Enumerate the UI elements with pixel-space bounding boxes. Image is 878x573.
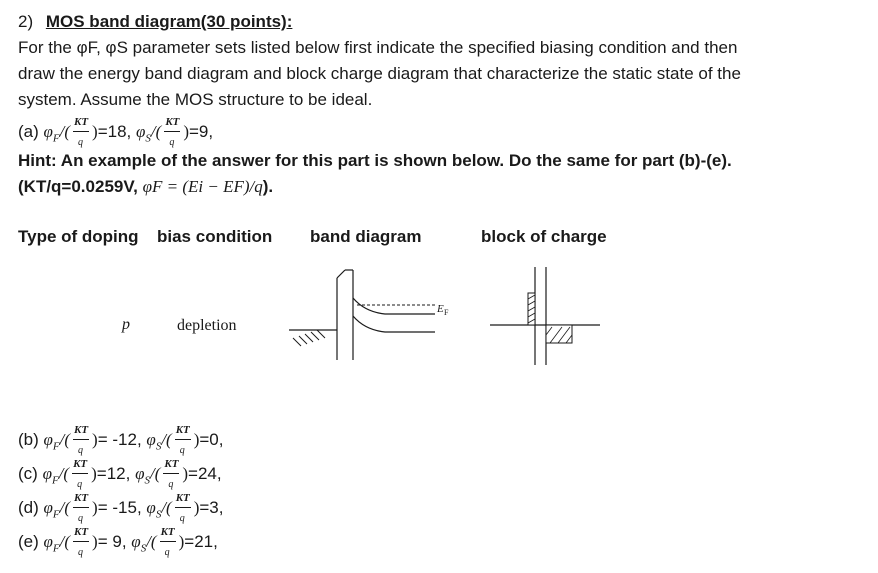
question-heading [18,12,292,32]
part-c-phiF: =12, [96,464,131,483]
conduction-band [353,298,435,314]
part-d: (d) $\varphi_F/$( $\frac{KT}{q}$ )= -15, $\varphi_S/$( $\frac{KT}{q}$ )=3, [18,492,224,524]
kt-over-q: $\frac{KT}{q}$ [74,116,89,148]
part-a-label: (a) [18,122,39,141]
part-a-phiS: =9, [188,122,214,141]
kt-over-q: $\frac{KT}{q}$ [74,424,89,456]
kt-over-q: $\frac{KT}{q}$ [165,116,180,148]
kt-over-q: $\frac{KT}{q}$ [74,526,89,558]
hint-line-2 [18,177,273,197]
question-number: 2) [18,12,34,31]
intro-line-1: For the φF, φS parameter sets listed below first indicate the specified biasing condition and then [18,38,738,57]
part-e-phiF: = 9, [97,532,127,551]
part-c-phiS: =24, [188,464,222,483]
kt-over-q: $\frac{KT}{q}$ [160,526,175,558]
kt-over-q: $\frac{KT}{q}$ [175,492,190,524]
part-b-phiS: =0, [199,430,224,449]
band-diagram-figure [285,260,460,360]
part-e-label: (e) [18,532,39,551]
part-b-label: (b) [18,430,39,449]
example-bias: depletion [177,317,237,334]
header-doping: Type of doping [18,227,139,246]
part-d-label: (d) [18,498,39,517]
part-a: (a) $\varphi_F/$( $\frac{KT}{q}$ )=18, $\varphi_S/$( $\frac{KT}{q}$ )=9, [18,116,214,148]
part-c: (c) $\varphi_F/$( $\frac{KT}{q}$ )=12, $\varphi_S/$( $\frac{KT}{q}$ )=24, [18,458,222,490]
part-d-phiS: =3, [199,498,224,517]
part-a-phiF: =18, [97,122,132,141]
hint-end: ). [262,177,274,196]
header-charge: block of charge [481,227,607,246]
kt-over-q: $\frac{KT}{q}$ [73,458,88,490]
part-b-phiF: = -12, [97,430,142,449]
kt-over-q: $\frac{KT}{q}$ [175,424,190,456]
hint-phiF-formula: φF = (Ei − EF)/q [142,177,263,196]
part-e: (e) $\varphi_F/$( $\frac{KT}{q}$ )= 9, $\varphi_S/$( $\frac{KT}{q}$ )=21, [18,526,218,558]
part-e-phiS: =21, [184,532,218,551]
intro-line-2: draw the energy band diagram and block charge diagram that characterize the static state of the [18,64,741,83]
example-doping: p [122,316,130,333]
intro-line-3: system. Assume the MOS structure to be ideal. [18,90,373,109]
header-band: band diagram [310,227,422,246]
header-bias: bias condition [157,227,273,246]
part-d-phiF: = -15, [97,498,142,517]
charge-block-figure [490,265,610,365]
kt-over-q: $\frac{KT}{q}$ [74,492,89,524]
hint-line-1: Hint: An example of the answer for this part is shown below. Do the same for part (b)-(e). [18,151,732,170]
valence-band [353,316,435,332]
question-title: MOS band diagram(30 points): [45,12,293,31]
part-b: (b) $\varphi_F/$( $\frac{KT}{q}$ )= -12, $\varphi_S/$( $\frac{KT}{q}$ )=0, [18,424,224,456]
hint-kt-value: (KT/q=0.0259V, [18,177,138,196]
part-c-label: (c) [18,464,38,483]
kt-over-q: $\frac{KT}{q}$ [164,458,179,490]
fermi-label: E [437,303,444,315]
svg-text:F: F [444,308,449,317]
metal-hatch [293,330,325,346]
